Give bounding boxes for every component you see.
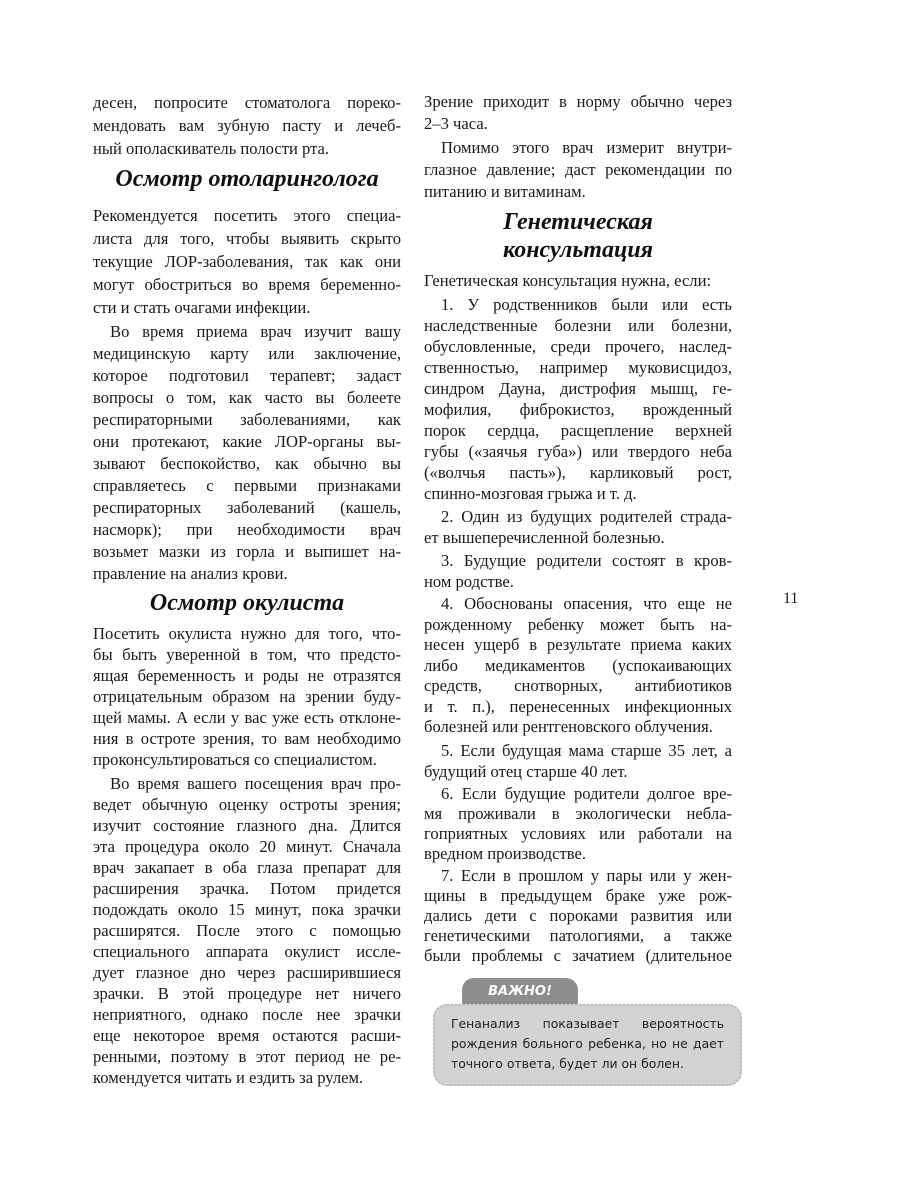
text-line: питанию и витаминам. (424, 182, 586, 201)
text-line: наследственные болезни или болезни, (424, 316, 732, 335)
text-line: Во время вашего посещения врач про- (110, 774, 401, 793)
text-line: расширения зрачка. Потом придется (93, 879, 401, 898)
text-line: десен, попросите стоматолога пореко- (93, 93, 401, 112)
text-line: респираторными заболеваниями, как (93, 410, 401, 429)
text-line: возьмет мазки из горла и выпишет на- (93, 542, 401, 561)
text-line: комендуется читать и ездить за рулем. (93, 1068, 364, 1087)
callout-line: точного ответа, будет ли он болен. (451, 1056, 684, 1071)
text-line: мофилия, фиброкистоз, врожденный (424, 400, 732, 419)
text-line: средств, снотворных, антибиотиков (424, 676, 732, 695)
heading-ent-exam: Осмотр отоларинголога (115, 166, 379, 192)
list-item-6 (424, 784, 732, 864)
text-line: мя проживали в экологически небла- (424, 804, 732, 823)
text-line: 5. Если будущая мама старше 35 лет, а (441, 741, 732, 760)
text-line: медицинскую карту или заключение, (93, 344, 401, 363)
text-line: несен ущерб в результате приема каких (424, 635, 732, 654)
text-line: респираторных заболеваний (кашель, (93, 498, 401, 517)
text-line: они протекают, какие ЛОР-органы вы- (93, 432, 401, 451)
text-line: врач закапает в оба глаза препарат для (93, 858, 401, 877)
heading-line: Генетическая (503, 209, 653, 235)
text-line: насморк); при необходимости врач (93, 520, 401, 539)
text-line: еще некоторое время остаются расши- (93, 1026, 401, 1045)
text-line: отрицательным образом на зрении буду- (93, 687, 401, 706)
list-item-4 (424, 594, 732, 738)
text-line: ния в остроте зрения, то вам необходимо (93, 729, 401, 748)
text-line: 3. Будущие родители состоят в кров- (441, 551, 732, 570)
text-line: сти и стать очагами инфекции. (93, 298, 311, 317)
text-line: проконсультироваться со специалистом. (93, 750, 377, 769)
text-line: правление на анализ крови. (93, 564, 288, 583)
text-line: 2–3 часа. (424, 114, 488, 133)
text-line: болезней или рентгеновского облучения. (424, 717, 713, 736)
text-line: которое подготовил терапевт; задаст (93, 366, 401, 385)
text-line: Генетическая консультация нужна, если: (424, 271, 712, 290)
text-line: дует глазное дно через расширившиеся (93, 963, 401, 982)
text-line: рожденному ребенку может быть на- (424, 614, 732, 634)
text-line: ведет обычную оценку остроты зрения; (93, 795, 401, 814)
text-line: 7. Если в прошлом у пары или у жен- (441, 866, 732, 885)
text-line: спинно-мозговая грыжа и т. д. (424, 484, 637, 503)
text-line: Посетить окулиста нужно для того, что- (93, 624, 401, 643)
text-line: Зрение приходит в норму обычно через (424, 92, 732, 111)
text-line: будущий отец старше 40 лет. (424, 762, 628, 781)
text-line: были проблемы с зачатием (длительное (424, 946, 732, 965)
callout-line: Генанализ показывает вероятность (451, 1016, 724, 1031)
text-line: вредном производстве. (424, 844, 586, 863)
paragraph-eye-visit (93, 773, 401, 1088)
important-label: ВАЖНО! (462, 978, 578, 1008)
text-line: ственностью, например муковисцидоз, (424, 358, 732, 377)
text-line: расширятся. После этого с помощью (93, 921, 401, 940)
important-callout (433, 1004, 742, 1086)
text-line: эта процедура около 20 минут. Сначала (93, 837, 401, 856)
text-line: текущие ЛОР-заболевания, так как они (93, 252, 401, 271)
text-line: щины в предыдущем браке уже рож- (424, 886, 732, 905)
list-item-5 (424, 740, 732, 782)
text-line: либо медикаментов (успокаивающих (424, 655, 732, 675)
text-line: глазное давление; даст рекомендации по (424, 160, 732, 179)
text-line: вопросы о том, как часто вы болеете (93, 388, 401, 407)
heading-line: консультация (502, 237, 654, 263)
paragraph-eye-pressure (424, 137, 732, 203)
text-line: гоприятных условиях или работали на (424, 824, 732, 843)
text-line: мендовать вам зубную пасту и лечеб- (93, 116, 401, 135)
text-line: бы быть уверенной в том, что предсто- (93, 645, 401, 664)
paragraph-vision-recovery (424, 91, 732, 135)
text-line: обусловленные, среди прочего, наслед- (424, 337, 732, 356)
text-line: 2. Один из будущих родителей страда- (441, 507, 732, 526)
text-line: 4. Обоснованы опасения, что еще не (441, 594, 732, 613)
text-line: изучит состояние глазного дна. Длится (93, 816, 401, 835)
text-line: Во время приема врач изучит вашу (110, 322, 401, 341)
paragraph-genetic-intro (424, 270, 732, 292)
heading-genetic-consultation (424, 208, 732, 264)
text-line: ренными, поэтому в этот период не ре- (93, 1047, 401, 1066)
text-line: справляетесь с первыми признаками (93, 476, 401, 495)
text-line: зывают беспокойство, как обычно вы (93, 454, 401, 473)
paragraph-dentist-end (93, 91, 401, 160)
page-number: 11 (783, 590, 799, 607)
paragraph-eye-intro (93, 623, 401, 770)
text-line: ящая беременность и роды не отразятся (93, 666, 401, 685)
heading-eye-exam: Осмотр окулиста (149, 590, 345, 616)
paragraph-ent-visit (93, 321, 401, 585)
paragraph-ent-intro (93, 204, 401, 319)
list-item-7 (424, 866, 732, 966)
text-line: зрачки. В этой процедуре нет ничего (93, 984, 401, 1003)
text-line: ет вышеперечисленной болезнью. (424, 528, 665, 547)
text-line: ном родстве. (424, 572, 514, 591)
text-line: щей мамы. А если у вас уже есть отклоне- (93, 708, 401, 727)
list-item-3 (424, 550, 732, 592)
text-line: генетическими патологиями, а также (424, 926, 732, 945)
text-line: неприятного, однако после нее зрачки (93, 1005, 401, 1024)
list-item-1 (424, 294, 732, 504)
text-line: листа для того, чтобы выявить скрыто (93, 229, 401, 248)
text-line: порок сердца, расщепление верхней (424, 421, 732, 440)
list-item-2 (424, 506, 732, 548)
text-line: ный ополаскиватель полости рта. (93, 139, 330, 158)
text-line: и т. п.), перенесенных инфекционных (424, 696, 732, 716)
text-line: могут обостриться во время беременно- (93, 275, 401, 294)
text-line: («волчья пасть»), карликовый рост, (424, 463, 732, 482)
text-line: подождать около 15 минут, пока зрачки (93, 900, 401, 919)
text-line: 1. У родственников были или есть (441, 295, 732, 314)
text-line: специального аппарата окулист иссле- (93, 942, 401, 961)
callout-line: рождения больного ребенка, но не дает (451, 1036, 724, 1051)
text-line: Помимо этого врач измерит внутри- (441, 138, 732, 157)
text-line: дались дети с пороками развития или (424, 906, 732, 925)
text-line: губы («заячья губа») или твердого неба (424, 442, 732, 461)
text-line: синдром Дауна, дистрофия мышц, ге- (424, 379, 732, 398)
text-line: 6. Если будущие родители долгое вре- (441, 784, 732, 803)
text-line: Рекомендуется посетить этого специа- (93, 206, 401, 225)
